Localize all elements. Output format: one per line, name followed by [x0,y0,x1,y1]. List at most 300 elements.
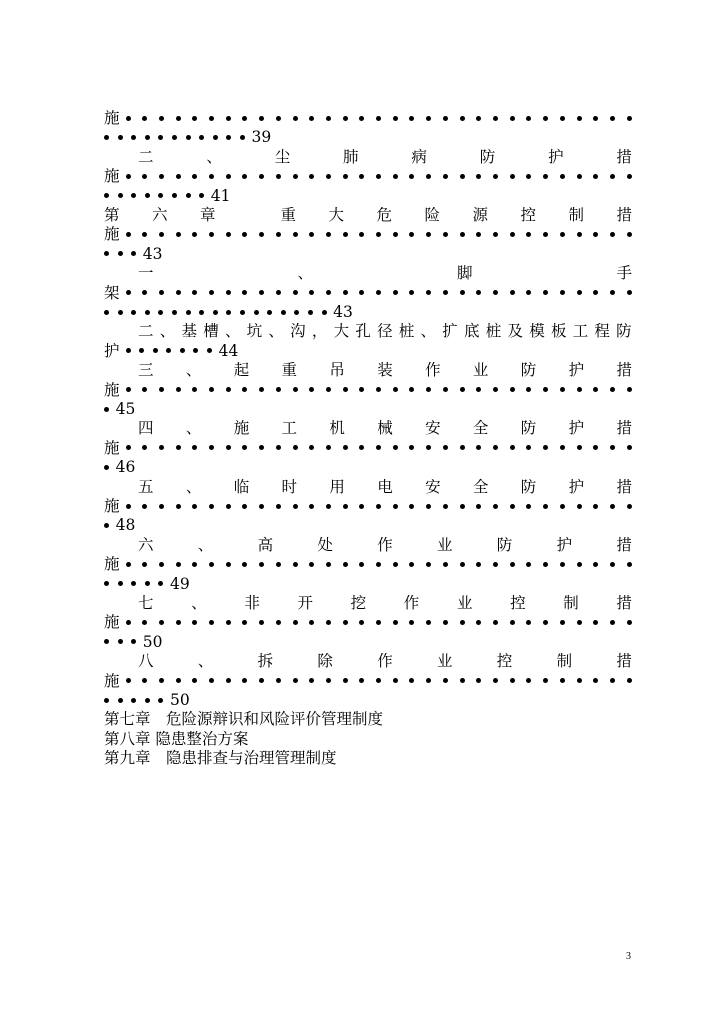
toc-heading-char: 危 [376,206,392,224]
leader-dot [186,310,191,315]
leader-dot [376,116,381,121]
leader-dot [199,135,204,140]
leader-dot [526,290,531,295]
toc-heading-char: 大 [328,206,344,224]
leader-dot [510,562,515,567]
leader-dot [209,620,214,625]
leader-dot [159,290,164,295]
toc-heading-char: 三 [138,361,154,380]
leader-dot [409,504,414,509]
toc-heading-char: 防 [520,477,537,496]
leader-dot [226,116,231,121]
leader-dot [242,678,247,683]
leader-dot [126,387,131,392]
leader-dot [426,445,431,450]
leader-dot [192,290,197,295]
leader-dot [577,504,582,509]
leader-dot [209,445,214,450]
leader-dot [281,310,286,315]
toc-heading-char: 机 [329,419,345,438]
leader-dot [493,445,498,450]
leader-dot [593,562,598,567]
leader-dot [610,290,615,295]
leader-dot [118,698,123,703]
toc-chapter-title: 第七章 危险源辩识和风险评价管理制度 [104,710,384,729]
toc-heading-char: 径 [377,322,393,341]
leader-dot [276,678,281,683]
toc-heading-char: 挖 [350,594,367,612]
leader-dot [476,445,481,450]
leader-dot [443,116,448,121]
leader-dot [242,387,247,392]
leader-dot [242,620,247,625]
leader-dot [460,504,465,509]
leader-dot [192,387,197,392]
leader-dot [460,562,465,567]
leader-dot [242,232,247,237]
leader-dot [126,678,131,683]
leader-dot [627,620,632,625]
leader-dot [259,116,264,121]
leader-dot [276,445,281,450]
toc-heading-char: 护 [548,147,564,166]
leader-dot [309,387,314,392]
leader-dot [276,174,281,179]
leader-dot [526,116,531,121]
leader-dot [393,678,398,683]
toc-heading-char: 临 [233,477,250,496]
leader-dot [460,387,465,392]
toc-heading-char: 防 [479,147,496,166]
leader-dot [476,116,481,121]
leader-dot [293,232,298,237]
leader-dot [326,232,331,237]
toc-page-number: 48 [115,516,136,535]
leader-dot [359,116,364,121]
leader-dot [560,562,565,567]
leader-dot [560,678,565,683]
toc-heading-char: 防 [520,361,537,380]
toc-lead-char: 施 [104,497,120,515]
leader-dot [159,620,164,625]
leader-dot [104,581,109,586]
leader-dot [393,445,398,450]
leader-dot [577,116,582,121]
toc-heading-char: 防 [616,322,632,341]
leader-dot [176,620,181,625]
leader-dot [172,193,177,198]
leader-dot [145,310,150,315]
leader-dot [126,620,131,625]
toc-heading-char: 二 [138,322,154,341]
leader-dot [476,620,481,625]
leader-dot [209,678,214,683]
leader-dot [543,620,548,625]
leader-dot [126,116,131,121]
toc-heading-char: 重 [281,361,298,380]
toc-heading-char: 重 [280,206,296,224]
leader-dot [259,620,264,625]
toc-heading-char: 、 [197,652,214,671]
toc-heading-char: 二 [138,147,154,166]
leader-dot [560,445,565,450]
toc-heading-char: 扩 [442,322,458,341]
leader-dot [526,232,531,237]
toc-heading-char: 业 [436,535,453,554]
leader-dot [259,445,264,450]
toc-page-number: 50 [169,691,190,709]
toc-heading-char: 脚 [456,264,473,283]
leader-dot [376,620,381,625]
leader-dot [276,387,281,392]
leader-dot [443,387,448,392]
leader-dot [326,387,331,392]
leader-dot [343,290,348,295]
leader-dot [493,116,498,121]
toc-heading-char: 大 [333,322,350,341]
toc-heading-char: 源 [472,206,488,224]
leader-dot [577,678,582,683]
leader-dot [145,135,150,140]
leader-dot [142,562,147,567]
toc-heading-char: 病 [411,147,427,166]
leader-dot [343,387,348,392]
toc-heading-char: 全 [472,419,489,438]
leader-dot [343,504,348,509]
leader-dot [426,116,431,121]
leader-dot [426,387,431,392]
leader-dot [172,135,177,140]
leader-dot [577,290,582,295]
leader-dot [593,620,598,625]
leader-dot [443,290,448,295]
toc-heading-char: 五 [138,477,154,496]
leader-dot [627,232,632,237]
toc-heading-char: 施 [233,419,250,438]
leader-dot [159,678,164,683]
leader-dot [393,290,398,295]
leader-dot [322,310,327,315]
leader-dot [359,504,364,509]
leader-dot [276,116,281,121]
leader-dot [142,232,147,237]
leader-dot [409,678,414,683]
toc-lead-char: 施 [104,167,120,186]
leader-dot [593,387,598,392]
leader-dots [126,504,632,509]
leader-dot [159,174,164,179]
toc-line [104,747,632,769]
leader-dots [126,620,632,625]
leader-dot [158,581,163,586]
toc-heading-char: 作 [425,361,441,380]
leader-dot [510,174,515,179]
leader-dot [142,387,147,392]
leader-dot [526,562,531,567]
leader-dot [142,504,147,509]
leader-dot [293,678,298,683]
leader-dot [443,562,448,567]
toc-lead-char: 施 [104,109,120,127]
leader-dot [493,174,498,179]
leader-dot [560,116,565,121]
leader-dot [242,116,247,121]
leader-dot [308,310,313,315]
leader-dot [226,562,231,567]
leader-dot [409,174,414,179]
leader-dot [118,135,123,140]
toc-heading-char: 险 [424,206,440,224]
leader-dot [209,562,214,567]
toc-heading-char: 、 [185,361,202,380]
leader-dot [359,232,364,237]
toc-heading-char: 防 [496,535,513,554]
leader-dot [560,620,565,625]
leader-dot [104,465,109,470]
toc-page-number: 50 [142,632,163,651]
leader-dot [145,698,150,703]
toc-heading-char: 工 [572,322,589,341]
leader-dot [543,445,548,450]
leader-dot [359,678,364,683]
leader-dot [426,562,431,567]
leader-dot [443,504,448,509]
leader-dot [610,445,615,450]
leader-dot [610,620,615,625]
leader-dot [493,678,498,683]
toc-heading-char: 护 [568,419,585,438]
leader-dot [610,232,615,237]
leader-dot [493,504,498,509]
toc-page-number: 45 [115,400,136,418]
leader-dot [118,310,123,315]
toc-heading-char: 防 [520,419,537,438]
leader-dot [199,310,204,315]
leader-dot [460,174,465,179]
leader-dot [309,678,314,683]
leader-dot [476,232,481,237]
leader-dot [176,232,181,237]
leader-dot [510,387,515,392]
leader-dot [460,232,465,237]
leader-dot [213,310,218,315]
leader-dot [476,678,481,683]
leader-dot [476,562,481,567]
leader-dot [131,193,136,198]
leader-dot [326,678,331,683]
leader-dot [176,174,181,179]
leader-dot [593,504,598,509]
toc-heading-char: 坑 [246,322,263,341]
leader-dot [359,620,364,625]
leader-dot [176,678,181,683]
leader-dot [192,620,197,625]
leader-dot [593,174,598,179]
toc-lead-char: 施 [104,438,120,457]
leader-dot [493,620,498,625]
toc-lead-char: 施 [104,613,120,632]
leader-dot [309,445,314,450]
leader-dot [240,135,245,140]
toc-heading-char: 制 [556,652,573,671]
leader-dot [560,504,565,509]
leader-dot [176,116,181,121]
leader-dot [443,174,448,179]
leader-dot [309,290,314,295]
leader-dot [627,387,632,392]
leader-dot [159,562,164,567]
leader-dot [176,562,181,567]
leader-dot [242,504,247,509]
leader-dot [209,504,214,509]
leader-dot [226,135,231,140]
leader-dot [209,290,214,295]
leader-dot [226,174,231,179]
leader-dot [276,620,281,625]
toc-heading-char: 护 [556,535,573,554]
leader-dot [593,116,598,121]
leader-dot [493,290,498,295]
leader-dot [309,232,314,237]
leader-dot [343,445,348,450]
toc-heading-char: 八 [138,652,154,671]
toc-heading-char: 、 [191,594,207,612]
leader-dot [376,232,381,237]
leader-dot [213,135,218,140]
leader-dot [627,504,632,509]
leader-dot [104,135,109,140]
leader-dot [159,387,164,392]
toc-heading-char: 六 [152,206,168,224]
leader-dot [159,445,164,450]
leader-dot [443,232,448,237]
leader-dot [627,445,632,450]
toc-heading-char: 控 [510,594,526,612]
leader-dot [131,698,136,703]
leader-dot [309,116,314,121]
leader-dot [543,174,548,179]
leader-dot [242,562,247,567]
leader-dot [118,193,123,198]
leader-dot [627,678,632,683]
leader-dot [104,523,109,528]
leader-dot [376,562,381,567]
leader-dot [226,445,231,450]
leader-dot [560,387,565,392]
leader-dot [460,116,465,121]
leader-dot [510,678,515,683]
leader-dot [376,678,381,683]
leader-dot [443,445,448,450]
toc-heading-char: 七 [138,594,154,612]
toc-heading-char: 手 [616,264,632,283]
toc-heading-char: 起 [233,361,250,380]
leader-dot [359,174,364,179]
leader-dot [259,290,264,295]
leader-dot [242,290,247,295]
leader-dot [359,445,364,450]
leader-dot [526,174,531,179]
leader-dot [443,678,448,683]
toc-heading-char: 作 [377,652,393,671]
leader-dot [343,174,348,179]
toc-heading-char: 护 [568,361,585,380]
leader-dot [126,174,131,179]
leader-dot [376,174,381,179]
leader-dot [180,348,185,353]
toc-heading-char: 桩 [485,322,502,341]
leader-dot [118,639,123,644]
leader-dot [293,445,298,450]
leader-dot [343,232,348,237]
leader-dot [259,678,264,683]
toc-heading-char: ， [311,322,328,341]
toc-page-number: 39 [251,128,272,147]
leader-dot [443,620,448,625]
leader-dot [376,445,381,450]
leader-dot [393,504,398,509]
page-number: 3 [626,951,631,962]
toc-page-number: 41 [210,186,231,205]
leader-dot [118,581,123,586]
leader-dot [226,678,231,683]
toc-heading-char: 用 [329,477,345,496]
leader-dot [543,116,548,121]
leader-dot [577,445,582,450]
leader-dot [426,174,431,179]
leader-dot [104,407,109,412]
leader-dot [593,232,598,237]
toc-heading-char: 、 [297,264,313,283]
leader-dots [126,387,632,392]
leader-dot [560,290,565,295]
leader-dot [326,290,331,295]
toc-heading-char: 章 [200,206,216,224]
leader-dot [476,174,481,179]
leader-dot [510,620,515,625]
leader-dot [526,620,531,625]
leader-dot [131,310,136,315]
leader-dot [510,232,515,237]
leader-dot [526,504,531,509]
leader-dot [192,445,197,450]
leader-dot [309,174,314,179]
leader-dot [293,562,298,567]
leader-dot [627,174,632,179]
toc-page-number: 43 [333,303,353,321]
leader-dot [293,174,298,179]
toc-heading-char: 及 [507,322,523,341]
leader-dot [577,232,582,237]
toc-heading-char: 模 [529,322,545,341]
leader-dots [126,174,632,179]
leader-dot [393,116,398,121]
toc-heading-char: 、 [185,477,202,496]
toc-heading-char: 六 [138,535,154,554]
leader-dot [560,232,565,237]
leader-dot [409,387,414,392]
toc-lead-char: 护 [104,341,120,360]
leader-dot [276,232,281,237]
leader-dot [259,232,264,237]
toc-page-number: 46 [115,458,136,477]
toc-heading-char: 安 [425,419,441,438]
toc-chapter-title: 第八章 隐患整治方案 [104,729,249,748]
leader-dot [158,698,163,703]
leader-dot [226,290,231,295]
leader-dot [593,290,598,295]
leader-dot [226,232,231,237]
